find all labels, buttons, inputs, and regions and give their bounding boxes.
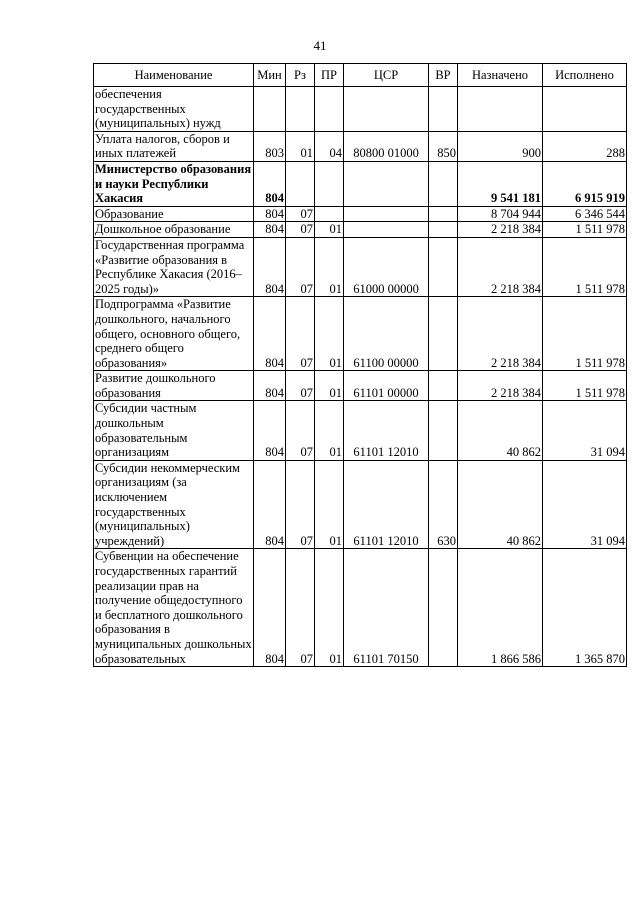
cell-assigned: 40 862 bbox=[458, 401, 543, 460]
cell-pr: 01 bbox=[315, 297, 344, 371]
cell-name: Подпрограмма «Развитие дошкольного, начального общего, основного общего, среднего общего образования» bbox=[94, 297, 254, 371]
table-row bbox=[94, 222, 627, 238]
cell-csr bbox=[344, 222, 429, 238]
cell-rz: 07 bbox=[286, 297, 315, 371]
header-name: Наименование bbox=[94, 64, 254, 87]
header-executed: Исполнено bbox=[543, 64, 627, 87]
cell-pr: 01 bbox=[315, 371, 344, 401]
cell-min: 804 bbox=[254, 206, 286, 222]
cell-pr: 01 bbox=[315, 222, 344, 238]
cell-pr: 04 bbox=[315, 131, 344, 161]
cell-executed: 6 915 919 bbox=[543, 161, 627, 206]
cell-vr bbox=[429, 161, 458, 206]
cell-min: 804 bbox=[254, 222, 286, 238]
table-row bbox=[94, 161, 627, 206]
cell-vr: 630 bbox=[429, 460, 458, 549]
cell-vr bbox=[429, 297, 458, 371]
cell-csr bbox=[344, 206, 429, 222]
table-row bbox=[94, 206, 627, 222]
cell-pr: 01 bbox=[315, 549, 344, 667]
cell-rz: 07 bbox=[286, 460, 315, 549]
cell-assigned: 2 218 384 bbox=[458, 371, 543, 401]
cell-rz: 07 bbox=[286, 401, 315, 460]
cell-min: 804 bbox=[254, 371, 286, 401]
cell-csr bbox=[344, 87, 429, 132]
cell-name: Субсидии некоммерческим организациям (за исключением государственных (муниципальных) учреждений) bbox=[94, 460, 254, 549]
table-body bbox=[94, 87, 627, 667]
cell-executed: 31 094 bbox=[543, 460, 627, 549]
cell-executed: 1 511 978 bbox=[543, 237, 627, 296]
cell-vr bbox=[429, 206, 458, 222]
cell-assigned: 9 541 181 bbox=[458, 161, 543, 206]
cell-csr: 61100 00000 bbox=[344, 297, 429, 371]
cell-min: 803 bbox=[254, 131, 286, 161]
header-vr: ВР bbox=[429, 64, 458, 87]
cell-rz bbox=[286, 161, 315, 206]
cell-csr: 61000 00000 bbox=[344, 237, 429, 296]
cell-min: 804 bbox=[254, 460, 286, 549]
cell-executed: 1 511 978 bbox=[543, 222, 627, 238]
header-assigned: Назначено bbox=[458, 64, 543, 87]
cell-csr: 80800 01000 bbox=[344, 131, 429, 161]
cell-assigned: 2 218 384 bbox=[458, 222, 543, 238]
cell-vr bbox=[429, 237, 458, 296]
cell-executed bbox=[543, 87, 627, 132]
table-row bbox=[94, 401, 627, 460]
cell-vr bbox=[429, 549, 458, 667]
header-row bbox=[94, 64, 627, 87]
cell-min: 804 bbox=[254, 237, 286, 296]
cell-name: Министерство образования и науки Республики Хакасия bbox=[94, 161, 254, 206]
cell-vr bbox=[429, 222, 458, 238]
cell-min: 804 bbox=[254, 401, 286, 460]
cell-name: обеспечения государственных (муниципальных) нужд bbox=[94, 87, 254, 132]
page-number: 41 bbox=[313, 38, 327, 53]
cell-assigned: 40 862 bbox=[458, 460, 543, 549]
cell-min: 804 bbox=[254, 161, 286, 206]
cell-csr bbox=[344, 161, 429, 206]
cell-pr: 01 bbox=[315, 401, 344, 460]
cell-pr bbox=[315, 87, 344, 132]
cell-name: Образование bbox=[94, 206, 254, 222]
cell-name: Дошкольное образование bbox=[94, 222, 254, 238]
header-csr: ЦСР bbox=[344, 64, 429, 87]
cell-assigned bbox=[458, 87, 543, 132]
cell-min: 804 bbox=[254, 549, 286, 667]
cell-vr bbox=[429, 87, 458, 132]
cell-executed: 1 511 978 bbox=[543, 297, 627, 371]
cell-rz: 07 bbox=[286, 237, 315, 296]
budget-table bbox=[93, 63, 627, 667]
cell-vr bbox=[429, 371, 458, 401]
table-row bbox=[94, 87, 627, 132]
cell-pr bbox=[315, 206, 344, 222]
cell-executed: 1 365 870 bbox=[543, 549, 627, 667]
cell-rz: 07 bbox=[286, 206, 315, 222]
table-row bbox=[94, 549, 627, 667]
cell-assigned: 8 704 944 bbox=[458, 206, 543, 222]
cell-min bbox=[254, 87, 286, 132]
cell-executed: 288 bbox=[543, 131, 627, 161]
cell-name: Уплата налогов, сборов и иных платежей bbox=[94, 131, 254, 161]
cell-executed: 1 511 978 bbox=[543, 371, 627, 401]
cell-assigned: 900 bbox=[458, 131, 543, 161]
cell-rz: 07 bbox=[286, 222, 315, 238]
cell-name: Государственная программа «Развитие образования в Республике Хакасия (2016–2025 годы)» bbox=[94, 237, 254, 296]
cell-csr: 61101 12010 bbox=[344, 460, 429, 549]
cell-pr bbox=[315, 161, 344, 206]
cell-vr: 850 bbox=[429, 131, 458, 161]
table-row bbox=[94, 131, 627, 161]
table-row bbox=[94, 237, 627, 296]
cell-pr: 01 bbox=[315, 237, 344, 296]
table-row bbox=[94, 371, 627, 401]
header-min: Мин bbox=[254, 64, 286, 87]
cell-name: Субсидии частным дошкольным образовательным организациям bbox=[94, 401, 254, 460]
cell-assigned: 2 218 384 bbox=[458, 297, 543, 371]
cell-assigned: 1 866 586 bbox=[458, 549, 543, 667]
cell-executed: 6 346 544 bbox=[543, 206, 627, 222]
cell-rz bbox=[286, 87, 315, 132]
cell-executed: 31 094 bbox=[543, 401, 627, 460]
cell-rz: 07 bbox=[286, 371, 315, 401]
cell-rz: 07 bbox=[286, 549, 315, 667]
header-pr: ПР bbox=[315, 64, 344, 87]
cell-min: 804 bbox=[254, 297, 286, 371]
cell-name: Субвенции на обеспечение государственных гарантий реализации прав на получение общедоступного и бесплатного дошкольного образования в муниципальных дошкольных образовательных bbox=[95, 549, 252, 666]
cell-name: Развитие дошкольного образования bbox=[94, 371, 254, 401]
cell-assigned: 2 218 384 bbox=[458, 237, 543, 296]
cell-vr bbox=[429, 401, 458, 460]
header-rz: Рз bbox=[286, 64, 315, 87]
cell-csr: 61101 12010 bbox=[344, 401, 429, 460]
table-row bbox=[94, 297, 627, 371]
cell-csr: 61101 70150 bbox=[344, 549, 429, 667]
cell-rz: 01 bbox=[286, 131, 315, 161]
cell-csr: 61101 00000 bbox=[344, 371, 429, 401]
table-row bbox=[94, 460, 627, 549]
cell-pr: 01 bbox=[315, 460, 344, 549]
